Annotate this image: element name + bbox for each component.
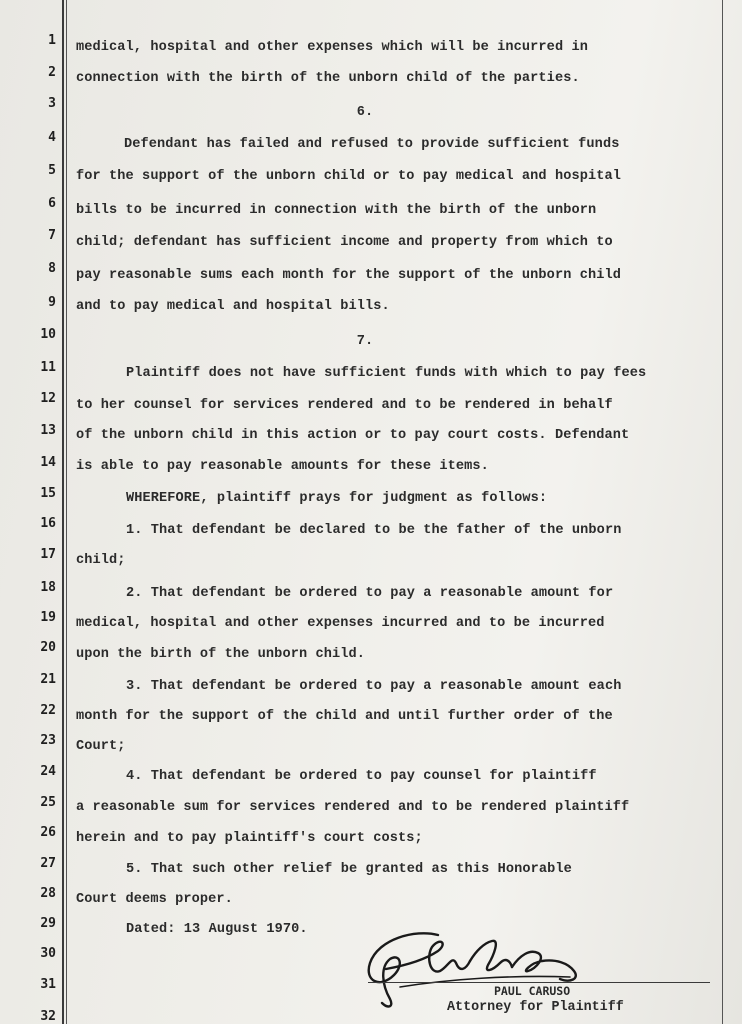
line-number: 8 [48, 261, 56, 276]
line-number: 11 [40, 360, 56, 375]
line-number: 12 [40, 391, 56, 406]
text-line: Plaintiff does not have sufficient funds with which to pay fees [126, 366, 647, 381]
line-number: 17 [40, 547, 56, 562]
text-line: of the unborn child in this action or to pay court costs. Defendant [76, 428, 630, 443]
text-line: to her counsel for services rendered and to be rendered in behalf [76, 398, 613, 413]
line-number: 2 [48, 65, 56, 80]
line-number: 10 [40, 327, 56, 342]
line-number: 30 [40, 946, 56, 961]
text-line: 5. That such other relief be granted as this Honorable [126, 862, 572, 877]
line-number: 18 [40, 580, 56, 595]
line-number: 4 [48, 130, 56, 145]
line-number: 14 [40, 455, 56, 470]
line-number: 6 [48, 196, 56, 211]
text-line: child; defendant has sufficient income and property from which to [76, 235, 613, 250]
line-number: 24 [40, 764, 56, 779]
section-number: 6. [356, 105, 374, 120]
dated-line: Dated: 13 August 1970. [126, 922, 308, 937]
line-number: 16 [40, 516, 56, 531]
line-number: 23 [40, 733, 56, 748]
line-number: 13 [40, 423, 56, 438]
line-number: 3 [48, 96, 56, 111]
line-number: 25 [40, 795, 56, 810]
text-line: herein and to pay plaintiff's court costs; [76, 831, 423, 846]
text-line: 4. That defendant be ordered to pay counsel for plaintiff [126, 769, 597, 784]
signer-title: Attorney for Plaintiff [447, 1000, 624, 1015]
signer-name: PAUL CARUSO [494, 984, 571, 998]
text-line: is able to pay reasonable amounts for these items. [76, 459, 489, 474]
line-number: 28 [40, 886, 56, 901]
text-line: pay reasonable sums each month for the support of the unborn child [76, 268, 621, 283]
text-line: Defendant has failed and refused to provide sufficient funds [124, 137, 620, 152]
text-line: 2. That defendant be ordered to pay a reasonable amount for [126, 586, 614, 601]
line-number: 27 [40, 856, 56, 871]
text-line: medical, hospital and other expenses incurred and to be incurred [76, 616, 605, 631]
line-number: 1 [48, 33, 56, 48]
text-line: upon the birth of the unborn child. [76, 647, 366, 662]
text-line: child; [76, 553, 126, 568]
line-number: 21 [40, 672, 56, 687]
line-number: 15 [40, 486, 56, 501]
text-line: WHEREFORE, plaintiff prays for judgment as follows: [126, 491, 548, 506]
text-line: Court deems proper. [76, 892, 233, 907]
text-line: 1. That defendant be declared to be the father of the unborn [126, 523, 622, 538]
text-line: and to pay medical and hospital bills. [76, 299, 390, 314]
text-line: month for the support of the child and until further order of the [76, 709, 613, 724]
text-line: a reasonable sum for services rendered and to be rendered plaintiff [76, 800, 630, 815]
left-margin-rule [62, 0, 64, 1024]
line-number: 7 [48, 228, 56, 243]
line-number: 29 [40, 916, 56, 931]
line-number: 20 [40, 640, 56, 655]
signature-line [368, 982, 710, 983]
text-line: medical, hospital and other expenses which will be incurred in [76, 40, 588, 55]
line-number: 9 [48, 295, 56, 310]
left-margin-rule-inner [66, 0, 67, 1024]
line-number: 5 [48, 163, 56, 178]
text-line: connection with the birth of the unborn child of the parties. [76, 71, 580, 86]
line-number: 31 [40, 977, 56, 992]
section-number: 7. [356, 334, 374, 349]
right-margin-rule [722, 0, 723, 1024]
text-line: bills to be incurred in connection with the birth of the unborn [76, 203, 597, 218]
line-number: 32 [40, 1009, 56, 1024]
line-number: 19 [40, 610, 56, 625]
text-line: for the support of the unborn child or to pay medical and hospital [76, 169, 621, 184]
text-line: Court; [76, 739, 126, 754]
line-number: 26 [40, 825, 56, 840]
line-number: 22 [40, 703, 56, 718]
text-line: 3. That defendant be ordered to pay a reasonable amount each [126, 679, 622, 694]
